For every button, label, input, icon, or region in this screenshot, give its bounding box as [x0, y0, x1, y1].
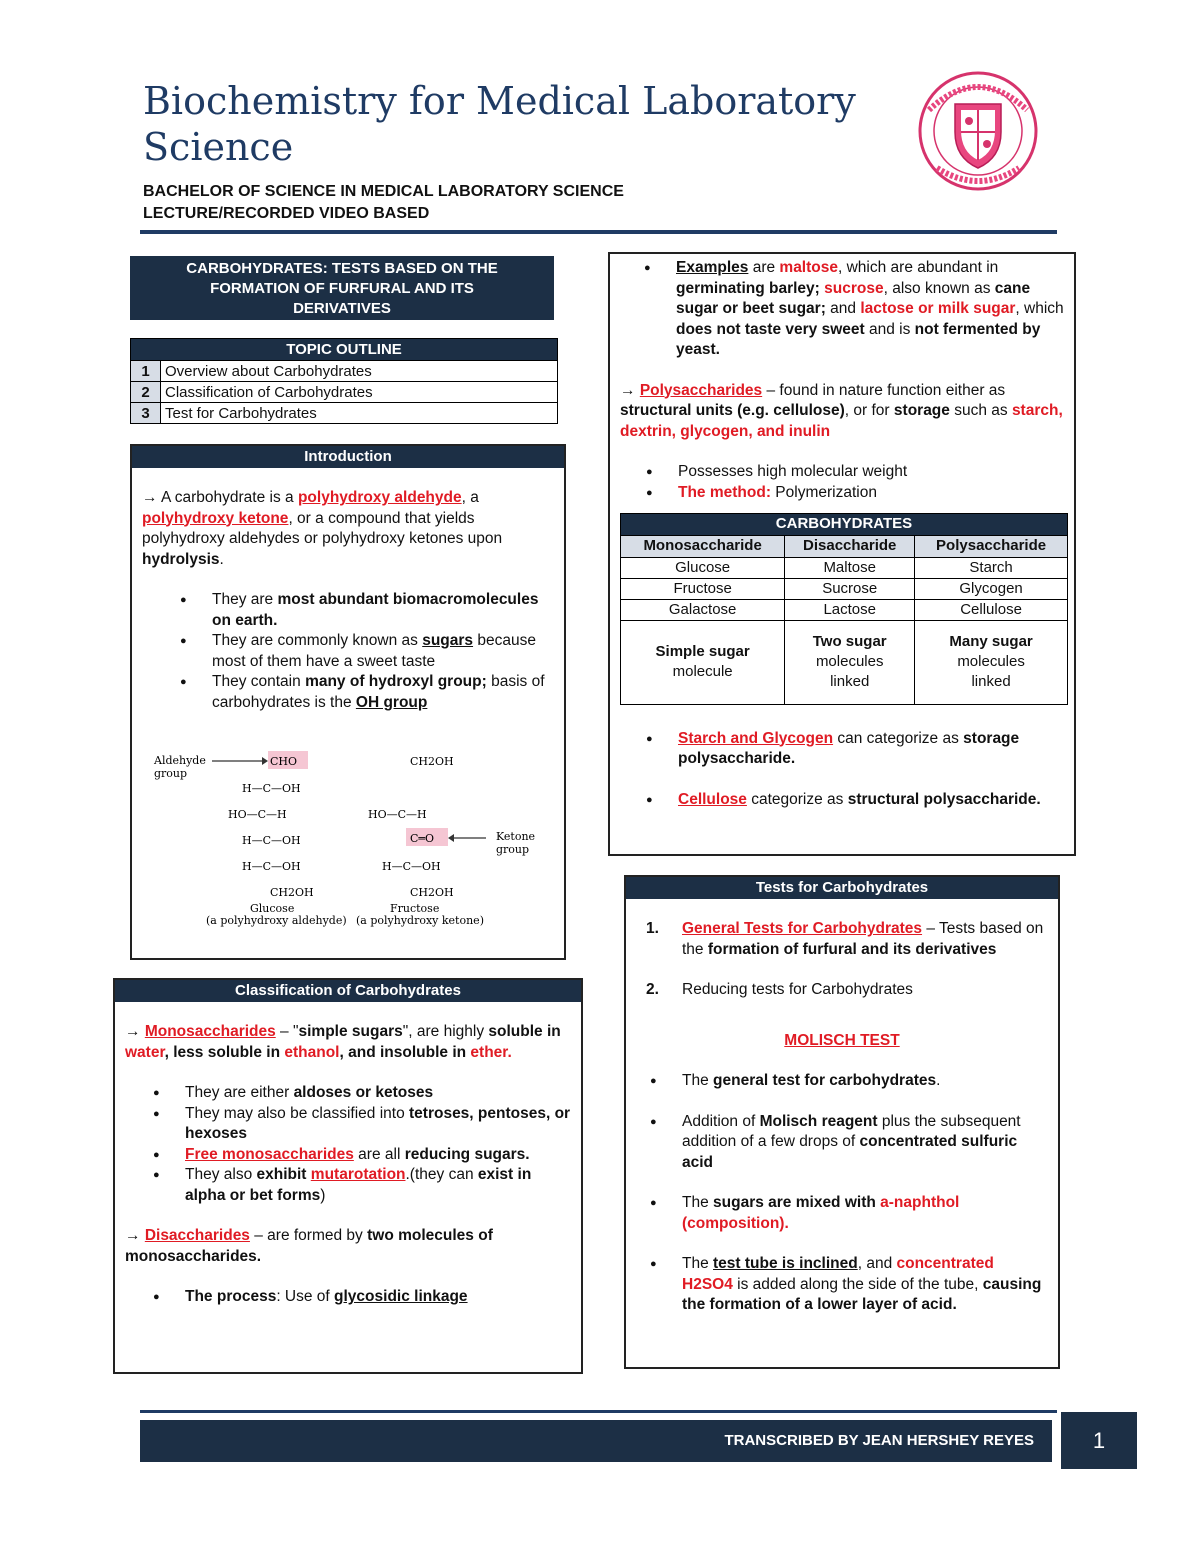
tests-heading: Tests for Carbohydrates: [626, 877, 1058, 899]
list-item: [608, 483, 1064, 504]
examples-bullets: [606, 258, 1064, 361]
list-item: [115, 1083, 571, 1104]
text: The method:: [678, 483, 771, 501]
tests-section: [624, 875, 1060, 1369]
text: water: [125, 1043, 165, 1061]
text: , or for: [844, 402, 894, 419]
text: ethanol: [284, 1043, 340, 1061]
text: , which: [1015, 300, 1064, 317]
glucose-caption: (a polyhydroxy aldehyde): [206, 914, 347, 927]
list-item: [142, 672, 554, 713]
text: germinating barley;: [676, 279, 825, 297]
text: molecule: [672, 663, 733, 680]
topic-outline-table: [130, 338, 558, 424]
text: can categorize as: [833, 729, 964, 747]
text: Disaccharides: [144, 1227, 250, 1244]
text: Two sugar: [812, 633, 887, 650]
fructose-row: C═O: [410, 832, 435, 845]
text: exist in alpha or bet forms: [185, 1166, 532, 1204]
list-item: [115, 1145, 571, 1166]
text: They are: [212, 591, 278, 608]
header-divider: [140, 230, 1057, 234]
text: polyhydroxy ketone: [142, 509, 289, 527]
text: : Use of: [276, 1288, 335, 1305]
outline-number: 1: [131, 361, 161, 382]
text: storage: [893, 402, 950, 419]
text: , and insoluble in: [339, 1043, 471, 1061]
text: , which are abundant in: [838, 259, 999, 276]
glucose-row: HO—C—H: [228, 808, 287, 821]
page-number: 1: [1061, 1412, 1137, 1469]
text: because most of them have a sweet taste: [212, 632, 536, 670]
text: Polysaccharides: [639, 381, 763, 399]
text: →: [125, 1227, 145, 1244]
monosaccharides-bullets: [115, 1083, 571, 1206]
text: and: [825, 300, 861, 317]
classification-section: [113, 978, 583, 1374]
text: → A carbohydrate is a: [142, 489, 298, 506]
introduction-paragraph: [142, 488, 554, 570]
table-row: [621, 599, 1068, 620]
table-row: [131, 382, 558, 403]
text: exhibit: [256, 1166, 311, 1183]
text: ", are highly: [402, 1023, 489, 1040]
introduction-bullets: [142, 590, 554, 713]
text: Polymerization: [771, 483, 877, 501]
list-item: [115, 1287, 571, 1308]
text: – ": [275, 1023, 299, 1040]
text: .(they can: [405, 1166, 478, 1183]
text: hydrolysis: [142, 550, 220, 568]
text: , or a compound that yields polyhydroxy aldehydes or polyhydroxy ketones upon: [142, 509, 503, 547]
text: Examples: [676, 259, 749, 276]
text: concentrated sulfuric acid: [682, 1133, 1018, 1171]
list-item: [606, 258, 1064, 361]
program-subtitle: BACHELOR OF SCIENCE IN MEDICAL LABORATORY SCIENCE: [143, 183, 624, 200]
table-cell: Galactose: [621, 599, 785, 620]
storage-structural-bullets: [608, 729, 1064, 811]
polysaccharides-paragraph: [620, 381, 1064, 443]
text: The: [682, 1194, 714, 1211]
list-item: [636, 919, 1048, 960]
text: lactose or milk sugar: [860, 300, 1016, 317]
list-number: 1.: [646, 920, 659, 937]
glucose-row: CH2OH: [270, 886, 314, 899]
text: is added along the side of the tube,: [732, 1275, 983, 1293]
footer-divider: [140, 1410, 1057, 1413]
lecture-type-subtitle: LECTURE/RECORDED VIDEO BASED: [143, 205, 430, 222]
outline-number: 3: [131, 403, 161, 424]
list-item: [608, 729, 1064, 770]
aldehyde-label: Aldehyde: [154, 754, 206, 767]
list-item: [612, 1193, 1048, 1234]
text: general test for carbohydrates: [713, 1072, 937, 1089]
list-item: ● Possesses high molecular weight: [608, 462, 1064, 483]
text: They also: [185, 1166, 257, 1183]
table-cell: Lactose: [785, 599, 915, 620]
text: causing the formation of a lower layer of acid.: [682, 1275, 1042, 1313]
column-header: Disaccharide: [785, 536, 915, 558]
outline-label: Classification of Carbohydrates: [161, 382, 558, 403]
text: Free monosaccharides: [185, 1145, 354, 1163]
text: ): [320, 1186, 326, 1204]
text: The process: [185, 1288, 277, 1305]
text: are: [748, 259, 780, 276]
footer-credit: TRANSCRIBED BY JEAN HERSHEY REYES: [140, 1420, 1052, 1462]
text: mutarotation: [310, 1166, 406, 1183]
topic-banner-line: FORMATION OF FURFURAL AND ITS: [210, 280, 474, 297]
column-header: Polysaccharide: [915, 536, 1068, 558]
classification-body: [115, 1002, 581, 1308]
text: Molisch reagent: [759, 1112, 878, 1130]
text: General Tests for Carbohydrates: [682, 920, 923, 937]
text: Cellulose: [678, 790, 747, 808]
text: OH group: [355, 693, 428, 711]
text: Reducing tests for Carbohydrates: [682, 981, 913, 998]
introduction-body: [132, 468, 564, 713]
molisch-test-heading: [636, 1031, 1048, 1052]
text: The: [682, 1255, 714, 1272]
monosaccharides-paragraph: [125, 1022, 571, 1063]
text: , and: [857, 1255, 897, 1272]
table-row: [621, 578, 1068, 599]
carbohydrates-table-title: CARBOHYDRATES: [621, 514, 1068, 536]
document-title: Biochemistry for Medical Laboratory Science: [143, 79, 856, 169]
tests-body: [626, 899, 1058, 1316]
text: sucrose: [824, 279, 884, 297]
text: , a: [461, 489, 479, 506]
list-item: [115, 1165, 571, 1206]
text: They contain: [212, 673, 306, 690]
topic-outline-heading: TOPIC OUTLINE: [131, 339, 558, 361]
text: MOLISCH TEST: [784, 1031, 900, 1049]
text: a-naphthol (composition).: [682, 1194, 960, 1232]
text: →: [620, 381, 640, 399]
text: test tube is inclined: [713, 1255, 858, 1272]
text: structural units (e.g. cellulose): [620, 402, 845, 419]
fructose-row: CH2OH: [410, 886, 454, 899]
classification-heading: Classification of Carbohydrates: [115, 980, 581, 1002]
university-seal-icon: [917, 70, 1039, 192]
table-cell: Starch: [915, 557, 1068, 578]
text: molecules linked: [957, 653, 1025, 690]
glucose-row: H—C—OH: [242, 860, 301, 873]
text: two molecules of monosaccharides.: [125, 1227, 493, 1265]
list-item: [612, 1254, 1048, 1316]
text: They are commonly known as: [212, 632, 423, 649]
text: .: [219, 550, 224, 568]
text: – are formed by: [249, 1227, 368, 1244]
text: sugars: [422, 632, 474, 649]
text: They are either: [185, 1084, 294, 1101]
list-item: [636, 980, 1048, 1001]
text: reducing sugars.: [404, 1145, 530, 1163]
topic-banner-line: DERIVATIVES: [293, 300, 391, 317]
ketone-label: Ketone: [496, 830, 536, 843]
text: most abundant biomacromolecules on earth.: [212, 591, 539, 629]
text: concentrated H2SO4: [682, 1255, 994, 1293]
list-item: [142, 631, 554, 672]
fructose-caption: Fructose: [390, 902, 440, 915]
text: basis of carbohydrates is the: [212, 673, 545, 711]
text: They may also be classified into: [185, 1104, 409, 1122]
topic-banner: [130, 256, 554, 320]
list-item: [115, 1104, 571, 1145]
table-cell: Maltose: [785, 557, 915, 578]
text: storage polysaccharide.: [678, 729, 1020, 767]
table-row: [131, 361, 558, 382]
text: Monosaccharides: [144, 1023, 276, 1040]
column-header: Monosaccharide: [621, 536, 785, 558]
fructose-row: CH2OH: [410, 755, 454, 768]
text: not fermented by yeast.: [676, 320, 1041, 358]
ketone-label: group: [496, 843, 530, 856]
disaccharides-bullets: [115, 1287, 571, 1308]
text: aldoses or ketoses: [293, 1084, 434, 1101]
text: The: [682, 1072, 714, 1089]
text: Starch and Glycogen: [678, 729, 834, 747]
table-cell: [785, 620, 915, 704]
table-cell: Glycogen: [915, 578, 1068, 599]
disaccharides-polysaccharides-section: [608, 252, 1076, 856]
fructose-row: HO—C—H: [368, 808, 427, 821]
glucose-caption: Glucose: [250, 902, 295, 915]
text: .: [936, 1072, 941, 1089]
table-cell: Fructose: [621, 578, 785, 599]
glucose-row: CHO: [270, 755, 298, 768]
text: glycosidic linkage: [334, 1288, 468, 1305]
text: starch, dextrin, glycogen, and inulin: [620, 402, 1063, 440]
polysaccharides-bullets: [608, 462, 1064, 503]
text: – Tests based on the: [682, 920, 1044, 958]
outline-number: 2: [131, 382, 161, 403]
disaccharides-paragraph: [125, 1226, 571, 1267]
table-row: [131, 403, 558, 424]
list-item: [608, 790, 1064, 811]
introduction-section: [130, 444, 566, 960]
glucose-row: H—C—OH: [242, 834, 301, 847]
right-section-body: [610, 254, 1074, 810]
text: tetroses, pentoses, or hexoses: [185, 1104, 571, 1142]
text: cane sugar or beet sugar;: [676, 279, 1031, 317]
tests-list: [636, 919, 1048, 1001]
carbohydrates-table: [620, 513, 1068, 705]
text: , less soluble in: [164, 1043, 285, 1061]
text: soluble in: [488, 1023, 561, 1040]
text: and is: [864, 320, 915, 338]
text: does not taste very sweet: [676, 320, 865, 338]
text: Addition of: [682, 1112, 760, 1130]
list-item: [612, 1071, 1048, 1092]
fructose-caption: (a polyhydroxy ketone): [356, 914, 484, 927]
text: many of hydroxyl group;: [305, 673, 487, 690]
text: maltose: [779, 259, 838, 276]
text: plus the subsequent addition of a few drops of: [682, 1112, 1021, 1150]
text: polyhydroxy aldehyde: [297, 489, 462, 506]
glucose-row: H—C—OH: [242, 782, 301, 795]
table-row: [621, 557, 1068, 578]
text: molecules linked: [815, 653, 884, 690]
text: such as: [949, 402, 1012, 419]
list-number: 2.: [646, 981, 659, 998]
table-cell: [621, 620, 785, 704]
text: structural polysaccharide.: [847, 790, 1041, 808]
table-cell: Sucrose: [785, 578, 915, 599]
aldehyde-label: group: [154, 767, 188, 780]
outline-label: Overview about Carbohydrates: [161, 361, 558, 382]
text: categorize as: [746, 790, 848, 808]
text: ether.: [470, 1043, 512, 1061]
outline-label: Test for Carbohydrates: [161, 403, 558, 424]
text: →: [125, 1023, 145, 1040]
text: Many sugar: [949, 633, 1033, 650]
text: sugars are mixed with: [713, 1194, 881, 1211]
topic-banner-line: CARBOHYDRATES: TESTS BASED ON THE: [186, 260, 498, 277]
table-cell: Cellulose: [915, 599, 1068, 620]
fructose-row: H—C—OH: [382, 860, 441, 873]
list-item: [612, 1112, 1048, 1174]
text: , also known as: [883, 279, 995, 297]
text: – found in nature function either as: [762, 381, 1006, 399]
text: Simple sugar: [655, 643, 750, 660]
table-row: [621, 620, 1068, 704]
table-cell: [915, 620, 1068, 704]
introduction-heading: Introduction: [132, 446, 564, 468]
molisch-bullets: [612, 1071, 1048, 1316]
text: formation of furfural and its derivatives: [707, 940, 997, 958]
text: are all: [353, 1145, 405, 1163]
list-item: [142, 590, 554, 631]
table-cell: Glucose: [621, 557, 785, 578]
glucose-fructose-structure-figure: [150, 744, 550, 930]
text: simple sugars: [298, 1023, 403, 1040]
